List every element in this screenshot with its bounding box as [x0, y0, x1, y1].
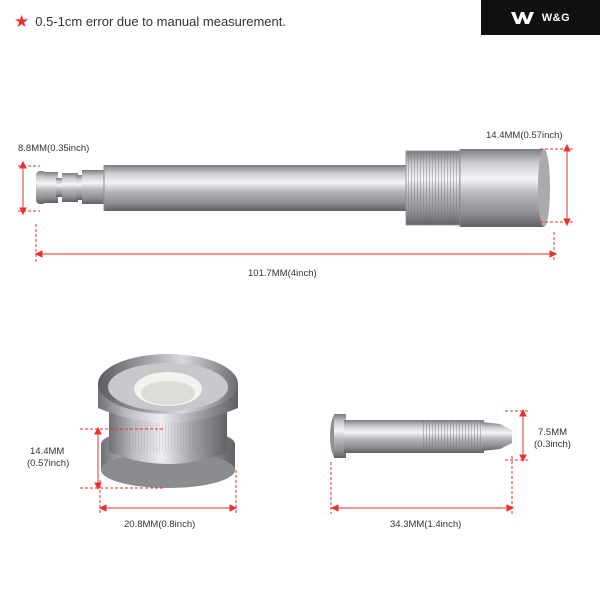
rod-tip-diameter-label: 8.8MM(0.35inch) [18, 143, 90, 154]
brand-logo-icon [511, 12, 537, 24]
pin-diameter-mm-label: 7.5MM [538, 427, 568, 438]
measurement-notice [14, 11, 286, 31]
brand-logo [481, 0, 600, 35]
bushing-height-mm-label: 14.4MM [30, 446, 65, 457]
rod-head-diameter-label: 14.4MM(0.57inch) [486, 130, 563, 141]
star-icon: ★ [14, 11, 30, 31]
rod-length-label: 101.7MM(4inch) [248, 268, 317, 279]
notice-text: 0.5-1cm error due to manual measurement. [35, 13, 286, 29]
brand-name: W&G [541, 11, 571, 24]
pin-diameter-in-label: (0.3inch) [534, 439, 571, 450]
guide-rod [36, 149, 550, 227]
pin-length-label: 34.3MM(1.4inch) [390, 519, 462, 530]
bushing-diameter-label: 20.8MM(0.8inch) [124, 519, 196, 530]
hinge-pin [330, 414, 512, 458]
bushing-height-in-label: (0.57inch) [27, 458, 70, 469]
bushing [98, 354, 238, 488]
